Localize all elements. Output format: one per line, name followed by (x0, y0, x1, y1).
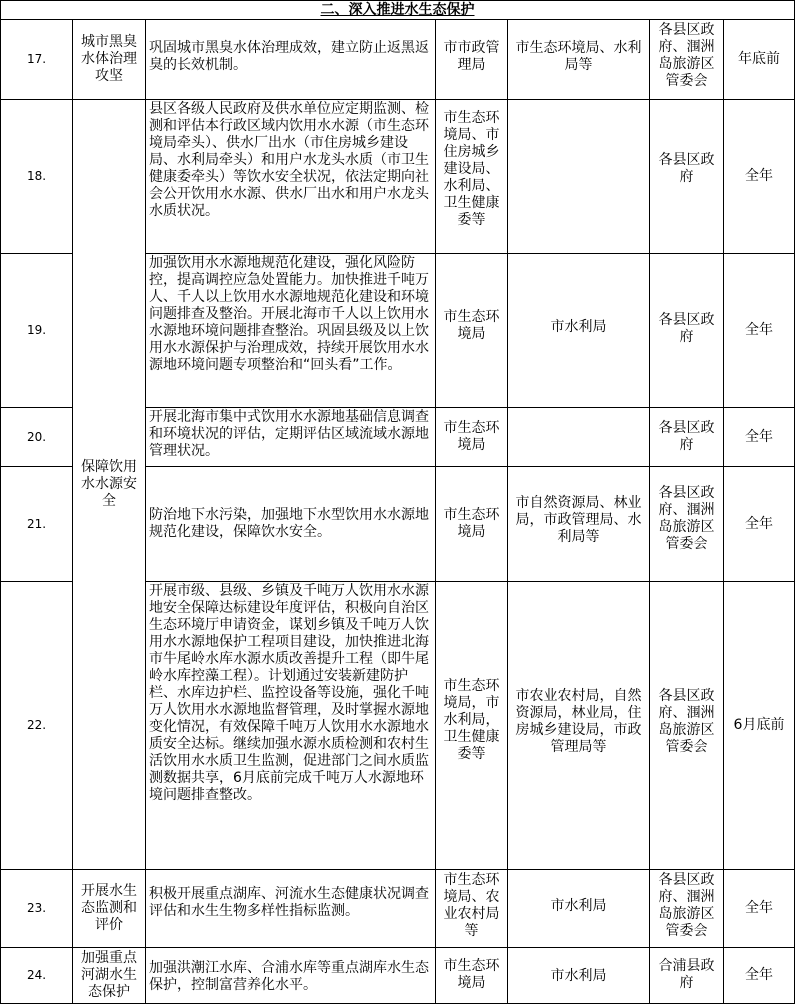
row-topic: 加强重点河湖水生态保护 (73, 948, 146, 1004)
row-task: 加强饮用水水源地规范化建设，强化风险防控，提高调控应急处置能力。加快推进千吨万人、千人以上饮用水水源地规范化建设和环境问题排查及整治。开展北海市千人以上饮用水水源地环境问题排查整治。巩固县级及以上饮用水水源保护与治理成效，持续开展饮用水水源地环境问题专项整治和“回头看”工作。 (146, 254, 436, 408)
row-number: 17. (1, 20, 73, 100)
row-lead-unit: 市生态环境局、农业农村局等 (436, 870, 508, 948)
row-coop-unit (508, 408, 650, 467)
row-responsible: 各县区政府 (650, 408, 724, 467)
row-task: 开展市级、县级、乡镇及千吨万人饮用水水源地安全保障达标建设年度评估，积极向自治区生态环境厅申请资金，谋划乡镇及千吨万人饮用水水源地保护工程项目建设，加快推进北海市牛尾岭水库水源水质改善提升工程（即牛尾岭水库控藻工程）。计划通过安装新建防护栏、水库边护栏、监控设备等设施，强化千吨万人饮用水水源地监督管理，及时掌握水源地变化情况，有效保障千吨万人饮用水水源地水质安全达标。继续加强水源水质检测和农村生活饮用水水质卫生监测，促进部门之间水质监测数据共享，6月底前完成千吨万人水源地环境问题排查整改。 (146, 582, 436, 870)
row-deadline: 全年 (724, 467, 795, 582)
row-deadline: 年底前 (724, 20, 795, 100)
row-responsible: 各县区政府、涠洲岛旅游区管委会 (650, 870, 724, 948)
row-topic: 开展水生态监测和评价 (73, 870, 146, 948)
row-number: 18. (1, 100, 73, 254)
row-deadline: 全年 (724, 100, 795, 254)
row-lead-unit: 市生态环境局 (436, 467, 508, 582)
row-topic: 城市黑臭水体治理攻坚 (73, 20, 146, 100)
row-lead-unit: 市生态环境局、市住房城乡建设局、水利局、卫生健康委等 (436, 100, 508, 254)
row-coop-unit: 市水利局 (508, 870, 650, 948)
row-number: 24. (1, 948, 73, 1004)
section-header-row (1, 1, 795, 20)
row-lead-unit: 市生态环境局 (436, 948, 508, 1004)
row-task: 积极开展重点湖库、河流水生态健康状况调查评估和水生生物多样性指标监测。 (146, 870, 436, 948)
row-coop-unit: 市农业农村局，自然资源局，林业局，住房城乡建设局，市政管理局等 (508, 582, 650, 870)
row-deadline: 全年 (724, 254, 795, 408)
row-task: 县区各级人民政府及供水单位应定期监测、检测和评估本行政区域内饮用水水源（市生态环境局牵头）、供水厂出水（市住房城乡建设局、水利局牵头）和用户水龙头水质（市卫生健康委牵头）等饮水安全状况，依法定期向社会公开饮用水水源、供水厂出水和用户水龙头水质状况。 (146, 100, 436, 254)
table-row (1, 948, 795, 1004)
row-number: 23. (1, 870, 73, 948)
row-lead-unit: 市市政管理局 (436, 20, 508, 100)
row-coop-unit: 市自然资源局、林业局，市政管理局、水利局等 (508, 467, 650, 582)
row-task: 防治地下水污染，加强地下水型饮用水水源地规范化建设，保障饮水安全。 (146, 467, 436, 582)
row-responsible: 各县区政府、涠洲岛旅游区管委会 (650, 467, 724, 582)
row-coop-unit (508, 100, 650, 254)
row-task: 开展北海市集中式饮用水水源地基础信息调查和环境状况的评估，定期评估区域流域水源地管理状况。 (146, 408, 436, 467)
row-task: 加强洪潮江水库、合浦水库等重点湖库水生态保护，控制富营养化水平。 (146, 948, 436, 1004)
section-title (1, 1, 795, 20)
row-deadline: 全年 (724, 870, 795, 948)
row-lead-unit: 市生态环境局，市水利局，卫生健康委等 (436, 582, 508, 870)
row-responsible: 各县区政府、涠洲岛旅游区管委会 (650, 20, 724, 100)
row-responsible: 各县区政府 (650, 100, 724, 254)
row-coop-unit: 市水利局 (508, 948, 650, 1004)
row-deadline: 全年 (724, 408, 795, 467)
row-deadline: 6月底前 (724, 582, 795, 870)
table-row (1, 870, 795, 948)
row-lead-unit: 市生态环境局 (436, 254, 508, 408)
row-responsible: 合浦县政府 (650, 948, 724, 1004)
table-row (1, 20, 795, 100)
row-number: 20. (1, 408, 73, 467)
row-number: 19. (1, 254, 73, 408)
row-responsible: 各县区政府、涠洲岛旅游区管委会 (650, 582, 724, 870)
row-coop-unit: 市生态环境局、水利局等 (508, 20, 650, 100)
row-responsible: 各县区政府 (650, 254, 724, 408)
row-deadline: 全年 (724, 948, 795, 1004)
section-title-text: 二、深入推进水生态保护 (320, 1, 475, 18)
row-coop-unit: 市水利局 (508, 254, 650, 408)
row-number: 21. (1, 467, 73, 582)
row-topic-merged: 保障饮用水水源安全 (73, 100, 146, 870)
row-lead-unit: 市生态环境局 (436, 408, 508, 467)
table-row (1, 100, 795, 254)
row-task: 巩固城市黑臭水体治理成效，建立防止返黑返臭的长效机制。 (146, 20, 436, 100)
row-number: 22. (1, 582, 73, 870)
